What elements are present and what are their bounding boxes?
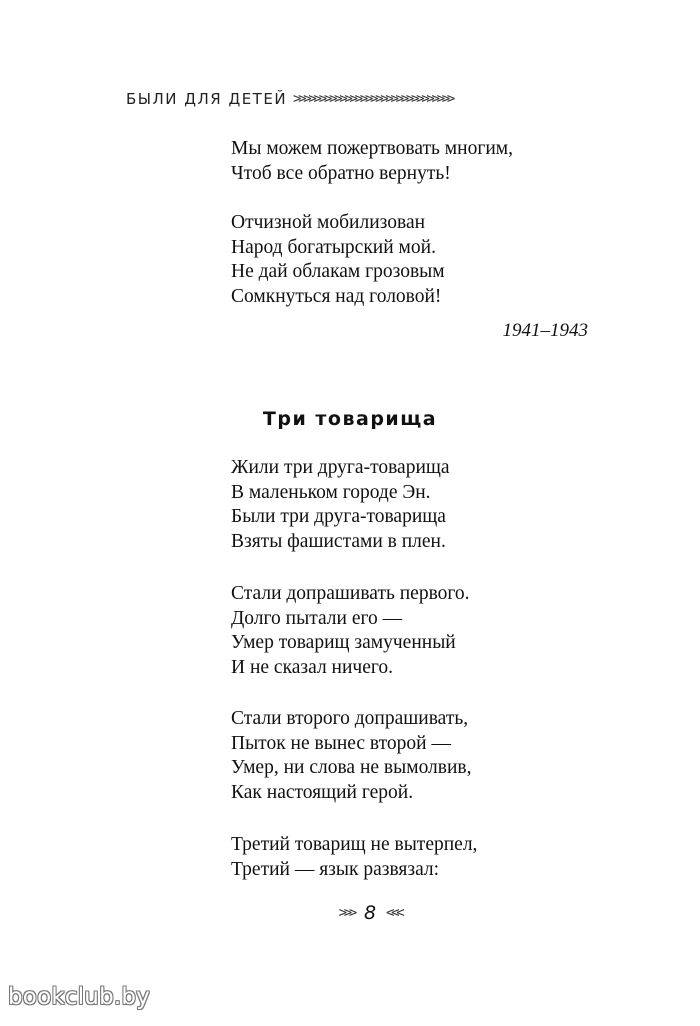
book-title: БЫЛИ ДЛЯ ДЕТЕЙ — [126, 90, 288, 108]
verse-line: Умер товарищ замученный — [231, 632, 456, 653]
poem1-stanza-1 — [231, 137, 513, 186]
verse-line: И не сказал ничего. — [231, 656, 394, 678]
page-folio — [300, 902, 440, 924]
verse-line: Долго пытали его — — [231, 607, 403, 629]
verse-line: Жили три друга-товарища — [231, 457, 450, 478]
poem1-stanza-2 — [231, 211, 445, 309]
verse-line: Третий — язык развязал: — [231, 858, 440, 880]
verse-line: Были три друга-товарища — [231, 506, 446, 527]
folio-right-arrows: <<< — [386, 905, 402, 921]
verse-line: В маленьком городе Эн. — [231, 481, 431, 503]
poem2-stanza-4 — [231, 833, 477, 882]
running-head — [126, 88, 636, 110]
verse-line: Мы можем пожертвовать многим, — [231, 138, 513, 159]
verse-line: Народ богатырский мой. — [231, 236, 436, 258]
poem2-stanza-1 — [231, 456, 450, 554]
watermark: bookclub.by — [8, 984, 150, 1010]
verse-line: Сомкнуться над головой! — [231, 285, 442, 307]
verse-line: Стали второго допрашивать, — [231, 708, 469, 729]
verse-line: Отчизной мобилизован — [231, 212, 426, 233]
folio-left-arrows: >>> — [338, 905, 354, 921]
verse-line: Чтоб все обратно вернуть! — [231, 162, 451, 184]
poem2-stanza-3 — [231, 707, 472, 805]
verse-line: Не дай облакам грозовым — [231, 261, 445, 282]
poem-date: 1941–1943 — [502, 320, 588, 341]
verse-line: Взяты фашистами в плен. — [231, 530, 446, 552]
poem-title: Три товарища — [262, 408, 438, 430]
verse-line: Третий товарищ не вытерпел, — [231, 834, 478, 855]
verse-line: Пыток не вынес второй — — [231, 732, 451, 754]
poem2-stanza-2 — [231, 582, 470, 680]
verse-line: Умер, ни слова не вымолвив, — [231, 757, 472, 778]
verse-line: Стали допрашивать первого. — [231, 583, 470, 604]
verse-line: Как настоящий герой. — [231, 781, 414, 803]
header-arrow-ornament: >>>>>>>>>>>>>>>>>>>>>>>>>>>>>>> — [293, 91, 453, 107]
page-number: 8 — [363, 902, 377, 924]
